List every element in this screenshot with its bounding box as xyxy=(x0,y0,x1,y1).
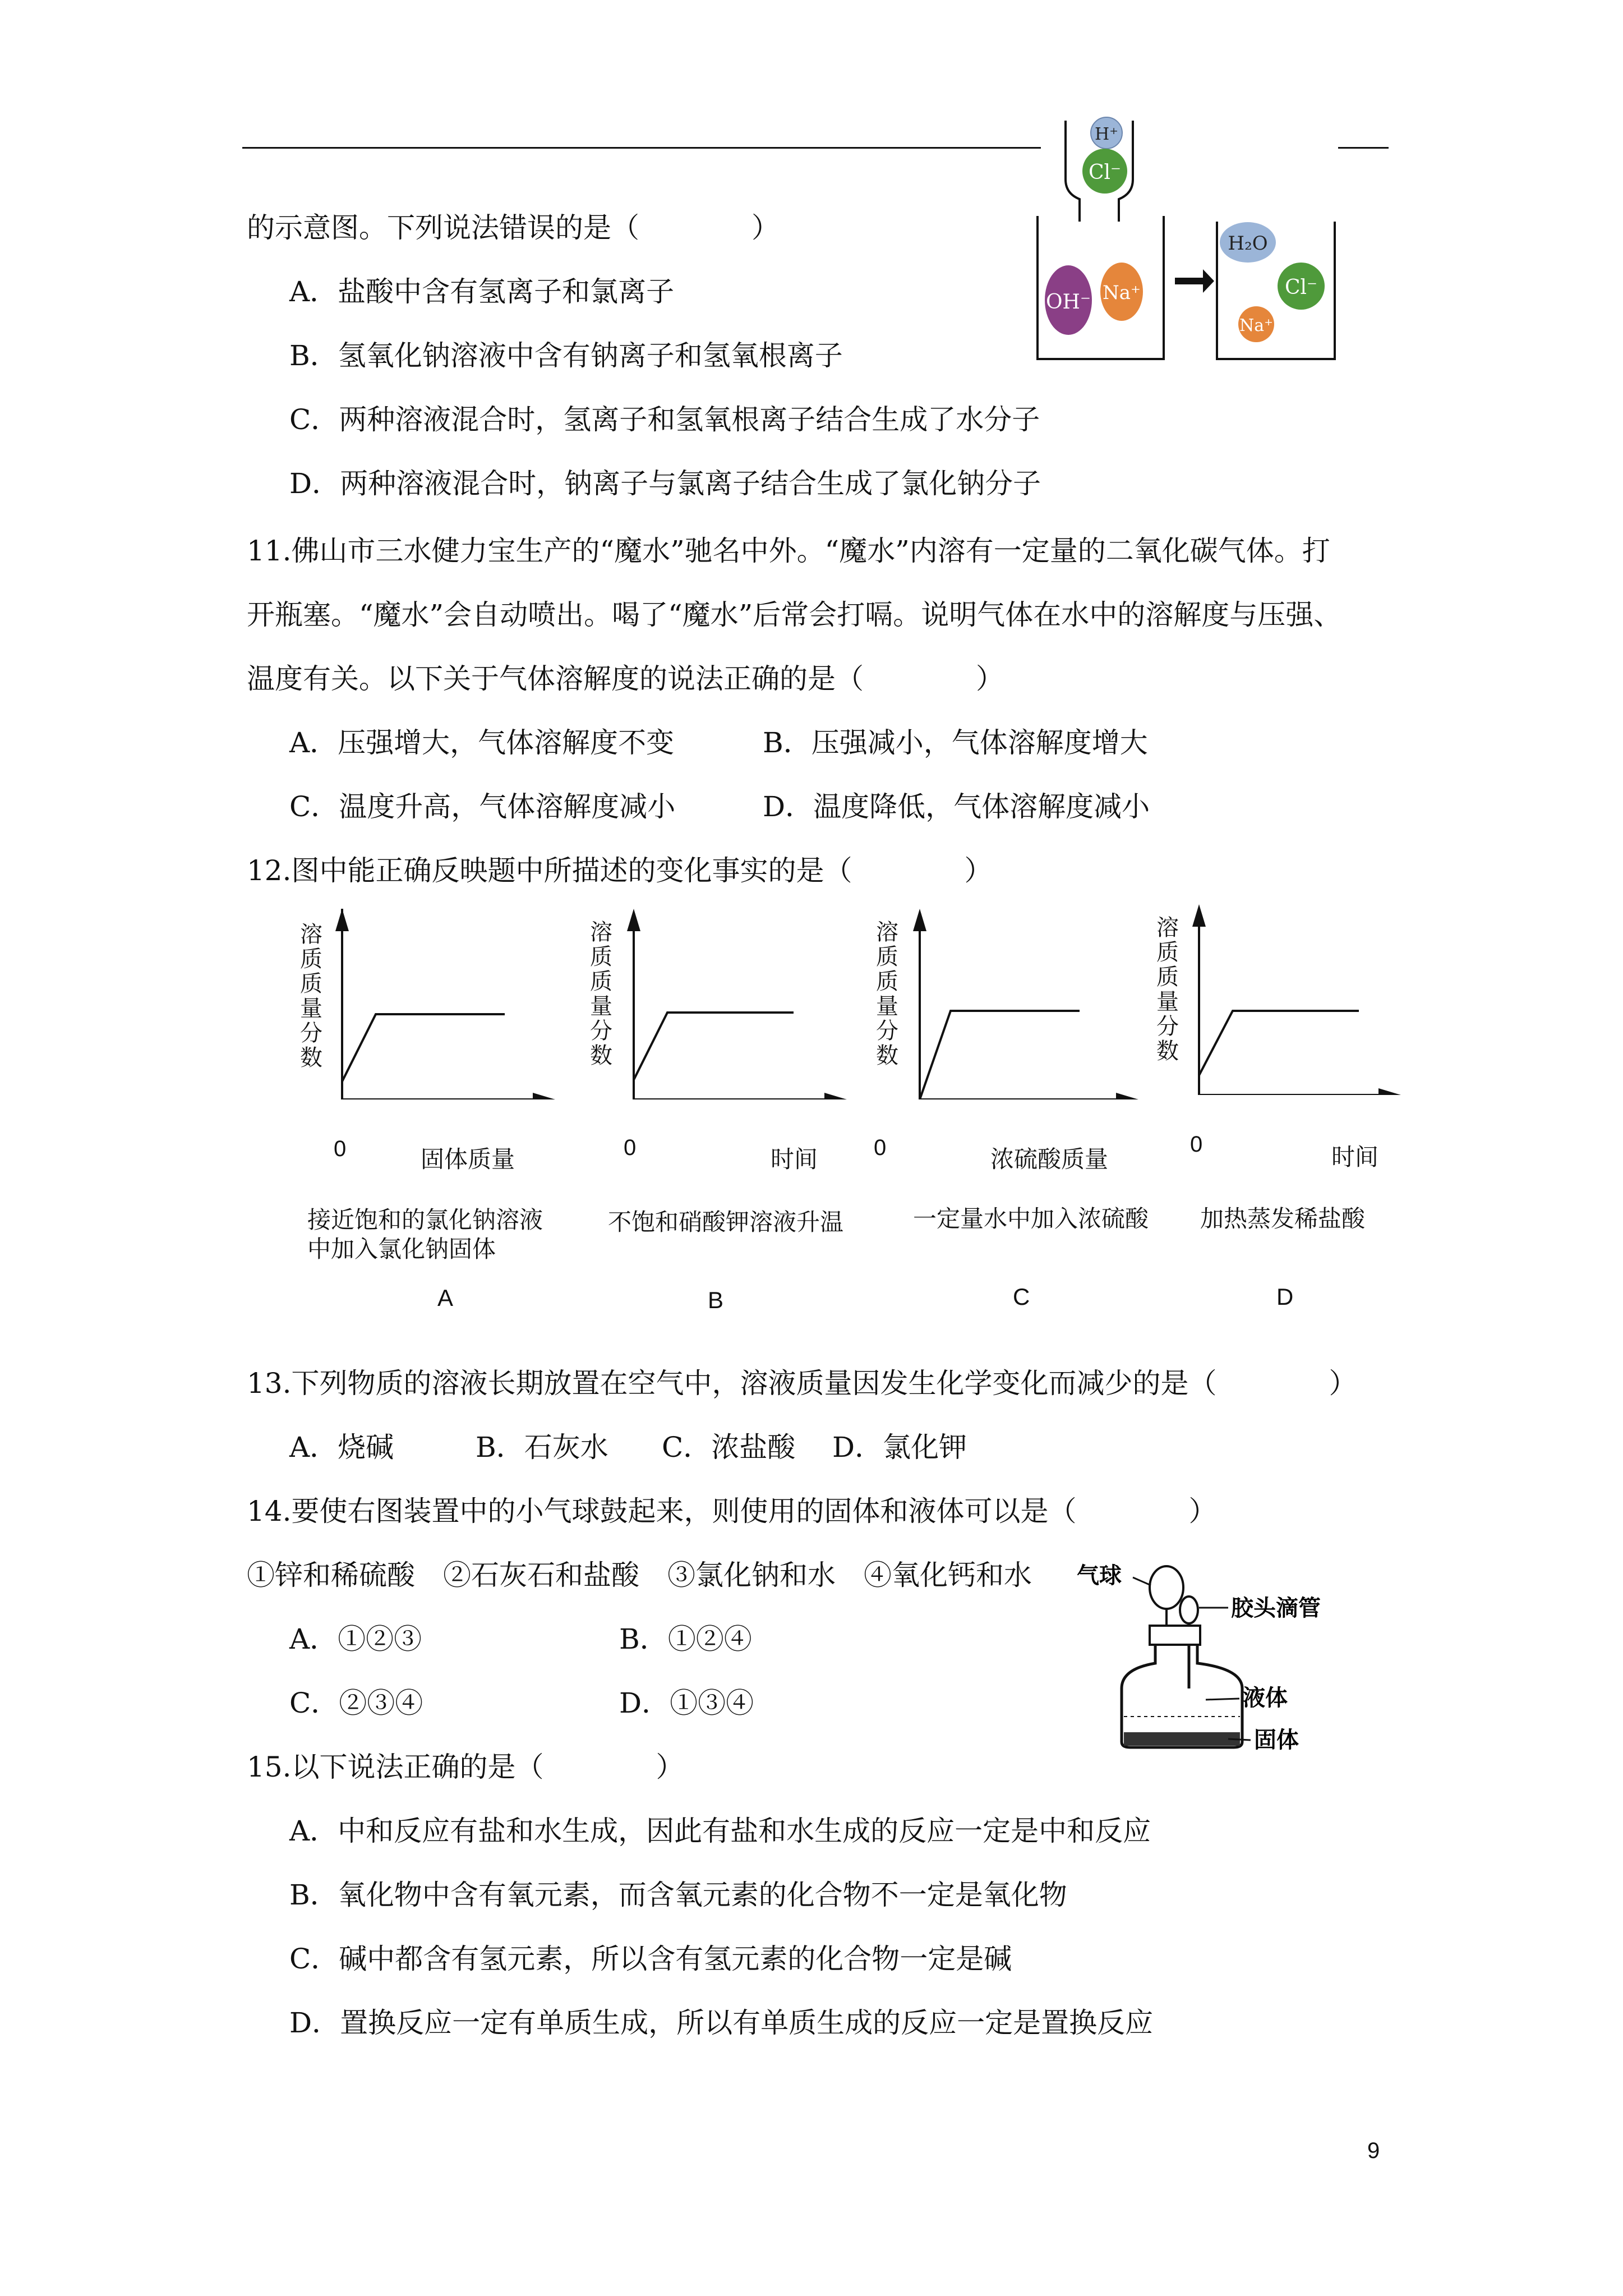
dropper-bulb xyxy=(1180,1596,1198,1623)
q10-option-d: D．两种溶液混合时，钠离子与氯离子结合生成了氯化钠分子 xyxy=(289,467,1041,500)
q14-choices: ①锌和稀硫酸 ②石灰石和盐酸 ③氯化钠和水 ④氧化钙和水 xyxy=(247,1559,1032,1591)
q11-option-c: C．温度升高，气体溶解度减小 xyxy=(289,790,676,823)
q12-graph-a xyxy=(292,909,561,1099)
q11-option-b: B．压强减小，气体溶解度增大 xyxy=(763,726,1148,759)
question-10 xyxy=(247,211,1041,514)
q14-stem: 14.要使右图装置中的小气球鼓起来，则使用的固体和液体可以是（ ） xyxy=(247,1495,1217,1527)
liquid-label: 液体 xyxy=(1243,1685,1288,1711)
dropper-label: 胶头滴管 xyxy=(1231,1595,1321,1621)
q14-apparatus-figure xyxy=(1077,1554,1391,1756)
q10-neutralization-figure xyxy=(1026,109,1352,367)
q15-stem: 15.以下说法正确的是（ ） xyxy=(247,1751,684,1783)
q12-graph-b-xlabel: 时间 xyxy=(771,1145,818,1173)
q11-stem-line-2: 开瓶塞。“魔水”会自动喷出。喝了“魔水”后常会打嗝。说明气体在水中的溶解度与压强、 xyxy=(247,599,1342,631)
na-ion-right-label: Na⁺ xyxy=(1239,316,1273,335)
q14-option-b: B．①②④ xyxy=(619,1623,752,1655)
q15-option-a: A．中和反应有盐和水生成，因此有盐和水生成的反应一定是中和反应 xyxy=(289,1815,1151,1847)
q13-option-b: B．石灰水 xyxy=(476,1431,608,1464)
q14-option-a: A．①②③ xyxy=(289,1623,422,1655)
q12-graph-c-curve xyxy=(920,1011,1080,1099)
q11-option-d: D．温度降低，气体溶解度减小 xyxy=(763,790,1150,823)
q10-option-c: C．两种溶液混合时，氢离子和氢氧根离子结合生成了水分子 xyxy=(289,403,1040,436)
q11-stem-line-3: 温度有关。以下关于气体溶解度的说法正确的是（ ） xyxy=(247,662,1004,695)
q12-graph-c-letter: C xyxy=(1013,1283,1030,1310)
header-rule-left xyxy=(242,147,1041,149)
q11-option-a: A．压强增大，气体溶解度不变 xyxy=(289,726,675,759)
water-molecule-label: H₂O xyxy=(1228,232,1268,255)
q12-graph-c xyxy=(869,909,1144,1099)
q12-graph-d-origin: 0 xyxy=(1190,1132,1203,1157)
cl-ion-right-label: Cl⁻ xyxy=(1284,276,1318,299)
q15-option-c: C．碱中都含有氢元素，所以含有氢元素的化合物一定是碱 xyxy=(289,1943,1012,1975)
na-ion-left-label: Na⁺ xyxy=(1103,282,1141,304)
q12-graph-d-letter: D xyxy=(1276,1283,1294,1310)
q13-option-c: C．浓盐酸 xyxy=(662,1431,796,1464)
cl-ion-top-label: Cl⁻ xyxy=(1088,161,1122,184)
q12-graph-c-caption-1: 一定量水中加入浓硫酸 xyxy=(913,1205,1149,1232)
page-number: 9 xyxy=(1367,2138,1380,2163)
q12-graph-b-origin: 0 xyxy=(624,1135,637,1160)
q14-option-d: D．①③④ xyxy=(619,1687,754,1719)
q13-stem: 13.下列物质的溶液长期放置在空气中，溶液质量因发生化学变化而减少的是（ ） xyxy=(247,1367,1357,1400)
q12-graph-b-ylabel: 溶质质量分数 xyxy=(590,919,612,1069)
q12-graph-b-caption-1: 不饱和硝酸钾溶液升温 xyxy=(608,1208,844,1236)
q12-graph-d-caption-1: 加热蒸发稀盐酸 xyxy=(1200,1205,1366,1232)
q11-stem-line-1: 11.佛山市三水健力宝生产的“魔水”驰名中外。“魔水”内溶有一定量的二氧化碳气体。打 xyxy=(247,535,1330,567)
solid-layer xyxy=(1124,1732,1240,1746)
q15-option-d: D．置换反应一定有单质生成，所以有单质生成的反应一定是置换反应 xyxy=(289,2007,1154,2039)
q12-graph-c-origin: 0 xyxy=(874,1135,887,1160)
balloon xyxy=(1150,1566,1183,1609)
question-11 xyxy=(247,534,1396,826)
q10-option-a: A．盐酸中含有氢离子和氯离子 xyxy=(289,275,675,308)
q12-graph-d xyxy=(1154,904,1407,1095)
q12-graph-a-ylabel: 溶质质量分数 xyxy=(300,922,322,1071)
q13-option-a: A．烧碱 xyxy=(289,1431,394,1464)
q12-graph-c-xlabel: 浓硫酸质量 xyxy=(990,1145,1109,1173)
q14-option-c: C．②③④ xyxy=(289,1687,423,1719)
stopper xyxy=(1150,1626,1200,1645)
q12-graph-b-letter: B xyxy=(708,1287,724,1313)
q13-option-d: D．氯化钾 xyxy=(832,1431,967,1464)
q12-graph-b xyxy=(583,909,852,1099)
q12-graph-a-curve xyxy=(342,1014,505,1082)
q12-stem: 12.图中能正确反映题中所描述的变化事实的是（ ） xyxy=(247,854,993,887)
q12-graph-a-xlabel: 固体质量 xyxy=(421,1145,515,1173)
q12-graph-c-ylabel: 溶质质量分数 xyxy=(876,919,898,1069)
q12-graph-a-origin: 0 xyxy=(334,1137,347,1161)
q12-graph-d-ylabel: 溶质质量分数 xyxy=(1156,915,1179,1064)
solid-label: 固体 xyxy=(1254,1727,1299,1753)
q10-option-b: B．氢氧化钠溶液中含有钠离子和氢氧根离子 xyxy=(289,339,843,372)
balloon-label: 气球 xyxy=(1077,1562,1122,1589)
h-ion-label: H⁺ xyxy=(1095,125,1118,144)
q10-stem: 的示意图。下列说法错误的是（ ） xyxy=(247,211,780,244)
q15-option-b: B．氧化物中含有氧元素，而含氧元素的化合物不一定是氧化物 xyxy=(289,1879,1067,1911)
q12-graph-a-caption-2: 中加入氯化钠固体 xyxy=(307,1235,496,1263)
oh-ion-label: OH⁻ xyxy=(1046,291,1091,314)
q12-graph-a-caption-1: 接近饱和的氯化钠溶液 xyxy=(307,1206,543,1234)
q12-graph-a-letter: A xyxy=(437,1285,454,1311)
q12-graph-d-curve xyxy=(1199,1011,1359,1075)
q12-graph-d-xlabel: 时间 xyxy=(1331,1143,1379,1171)
q12-graph-b-curve xyxy=(634,1013,794,1080)
